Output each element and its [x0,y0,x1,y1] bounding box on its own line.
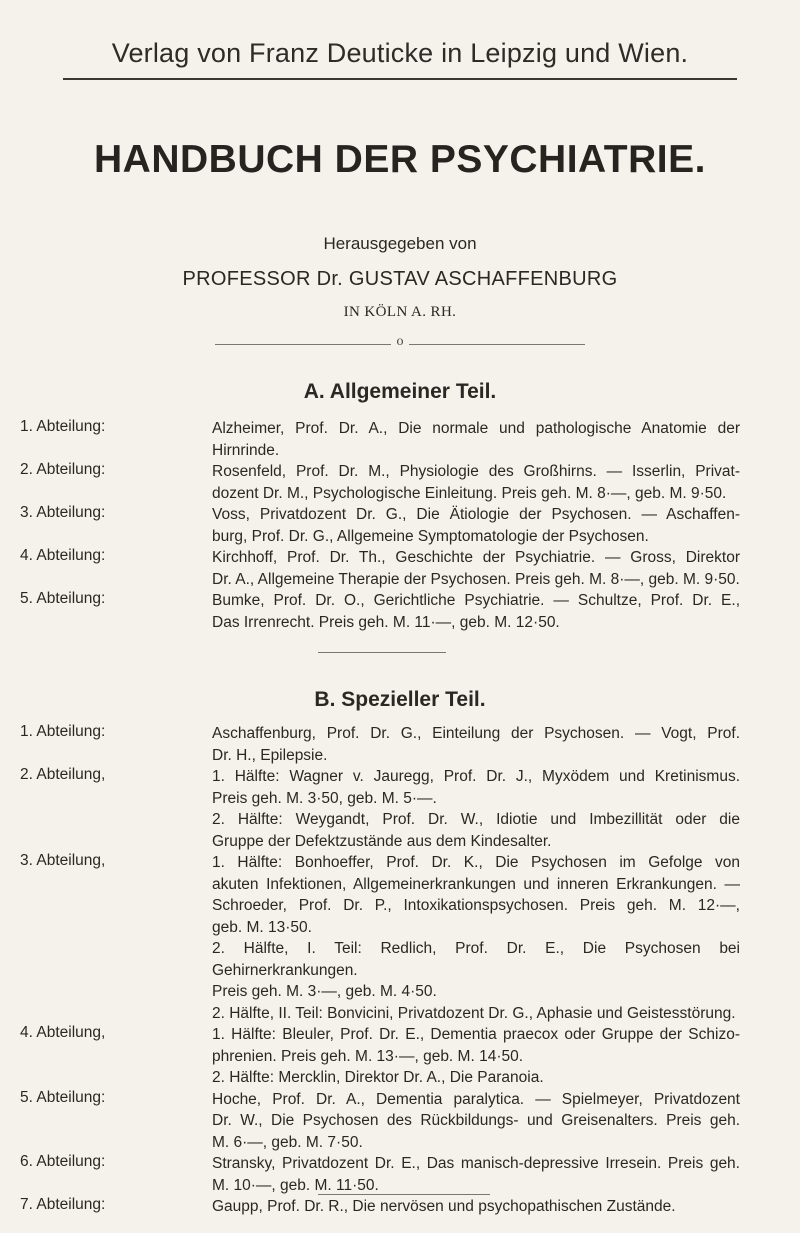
entry-label: 2. Abteilung: [20,461,106,478]
entries-part-a [0,418,800,633]
entry-line: Schroeder, Prof. Dr. P., Intoxikationspsychosen. Preis geh. M. 12·—, [212,897,740,914]
entry-line: 2. Hälfte: Weygandt, Prof. Dr. W., Idiotie und Imbezillität oder die [212,811,740,828]
editor-name: PROFESSOR Dr. GUSTAV ASCHAFFENBURG [182,268,618,290]
entry-label: 2. Abteilung, [20,766,106,783]
publisher-line: Verlag von Franz Deuticke in Leipzig und Wien. [111,38,689,68]
entry-row [0,1089,800,1154]
entry-line: burg, Prof. Dr. G., Allgemeine Symptomatologie der Psychosen. [212,527,649,545]
entry-row [0,590,800,633]
entry-line: Preis geh. M. 3·—, geb. M. 4·50. [212,983,437,1000]
entry-line: Hirnrinde. [212,441,280,459]
entry-line: Aschaffenburg, Prof. Dr. G., Einteilung der Psychosen. — Vogt, Prof. [212,725,740,742]
entry-line: Bumke, Prof. Dr. O., Gerichtliche Psychiatrie. — Schultze, Prof. Dr. E., [212,592,740,609]
entry-label: 1. Abteilung: [20,418,106,435]
entry-label: 4. Abteilung, [20,1024,106,1041]
entry-line: Das Irrenrecht. Preis geh. M. 11·—, geb. M. 12·50. [212,613,560,631]
entry-line: Voss, Privatdozent Dr. G., Die Ätiologie der Psychosen. — Aschaffen- [212,506,740,523]
footer-divider [318,1194,490,1195]
entry-line: 2. Hälfte, II. Teil: Bonvicini, Privatdozent Dr. G., Aphasie und Geistesstörung. [212,1004,736,1022]
entry-line: Alzheimer, Prof. Dr. A., Die normale und pathologische Anatomie der [212,420,740,437]
entry-line: 1. Hälfte: Wagner v. Jauregg, Prof. Dr. J., Myxödem und Kretinismus. [212,768,740,785]
entry-line: geb. M. 13·50. [212,918,312,936]
entry-line: 2. Hälfte, I. Teil: Redlich, Prof. Dr. E., Die Psychosen bei Gehirnerkrankungen. [212,940,740,979]
entry-row [0,504,800,547]
entry-line: Preis geh. M. 3·50, geb. M. 5·—. [212,789,437,807]
entry-row [0,723,800,766]
entry-row [0,418,800,461]
entry-label: 5. Abteilung: [20,590,106,607]
entry-line: 2. Hälfte: Mercklin, Direktor Dr. A., Die Paranoia. [212,1069,544,1086]
entry-line: M. 10·—, geb. M. 11·50. [212,1176,379,1194]
separator-ornament [0,334,800,354]
section-heading-allgemeiner-teil: A. Allgemeiner Teil. [303,380,497,403]
entry-label: 4. Abteilung: [20,547,106,564]
entry-line: Gaupp, Prof. Dr. R., Die nervösen und psychopathischen Zustände. [212,1198,676,1215]
entry-label: 3. Abteilung: [20,504,106,521]
entries-part-b [0,723,800,1218]
entry-row [0,852,800,1024]
entry-line: 1. Hälfte: Bleuler, Prof. Dr. E., Dementia praecox oder Gruppe der Schizo- [212,1026,740,1043]
entry-line: phrenien. Preis geh. M. 13·—, geb. M. 14·50. [212,1047,524,1065]
header-rule [63,78,737,80]
entry-row [0,1196,800,1218]
entry-label: 6. Abteilung: [20,1153,106,1170]
entry-line: Hoche, Prof. Dr. A., Dementia paralytica. — Spielmeyer, Privatdozent [212,1090,740,1108]
entry-label: 1. Abteilung: [20,723,106,740]
entry-label: 7. Abteilung: [20,1196,106,1213]
entry-line: Rosenfeld, Prof. Dr. M., Physiologie des Großhirns. — Isserlin, Privat- [212,463,740,480]
entry-line: Gruppe der Defektzustände aus dem Kindesalter. [212,832,552,850]
entry-line: Stransky, Privatdozent Dr. E., Das manisch-depressive Irresein. Preis geh. [212,1155,740,1172]
entry-row [0,766,800,852]
entry-line: 1. Hälfte: Bonhoeffer, Prof. Dr. K., Die Psychosen im Gefolge von [212,854,740,871]
entry-row [0,1024,800,1089]
book-title: HANDBUCH DER PSYCHIATRIE. [94,138,706,181]
editor-intro: Herausgegeben von [323,234,477,253]
entry-line: Dr. W., Die Psychosen des Rückbildungs- und Greisenalters. Preis geh. [212,1112,740,1129]
entry-label: 5. Abteilung: [20,1088,106,1106]
entry-line: dozent Dr. M., Psychologische Einleitung. Preis geh. M. 8·—, geb. M. 9·50. [212,484,727,502]
entry-line: akuten Infektionen, Allgemeinerkrankungen und inneren Erkrankungen. — [212,875,740,893]
entry-row [0,1153,800,1196]
entry-label: 3. Abteilung, [20,852,106,869]
section-divider [318,652,446,653]
entry-line: Dr. A., Allgemeine Therapie der Psychosen. Preis geh. M. 8·—, geb. M. 9·50. [212,570,740,588]
entry-row [0,461,800,504]
entry-line: Kirchhoff, Prof. Dr. Th., Geschichte der Psychiatrie. — Gross, Direktor [212,549,740,566]
entry-line: M. 6·—, geb. M. 7·50. [212,1133,363,1151]
entry-row [0,547,800,590]
separator-o: o [396,334,404,349]
section-heading-spezieller-teil: B. Spezieller Teil. [314,688,486,711]
editor-place: IN KÖLN A. RH. [343,304,457,320]
entry-line: Dr. H., Epilepsie. [212,746,328,764]
